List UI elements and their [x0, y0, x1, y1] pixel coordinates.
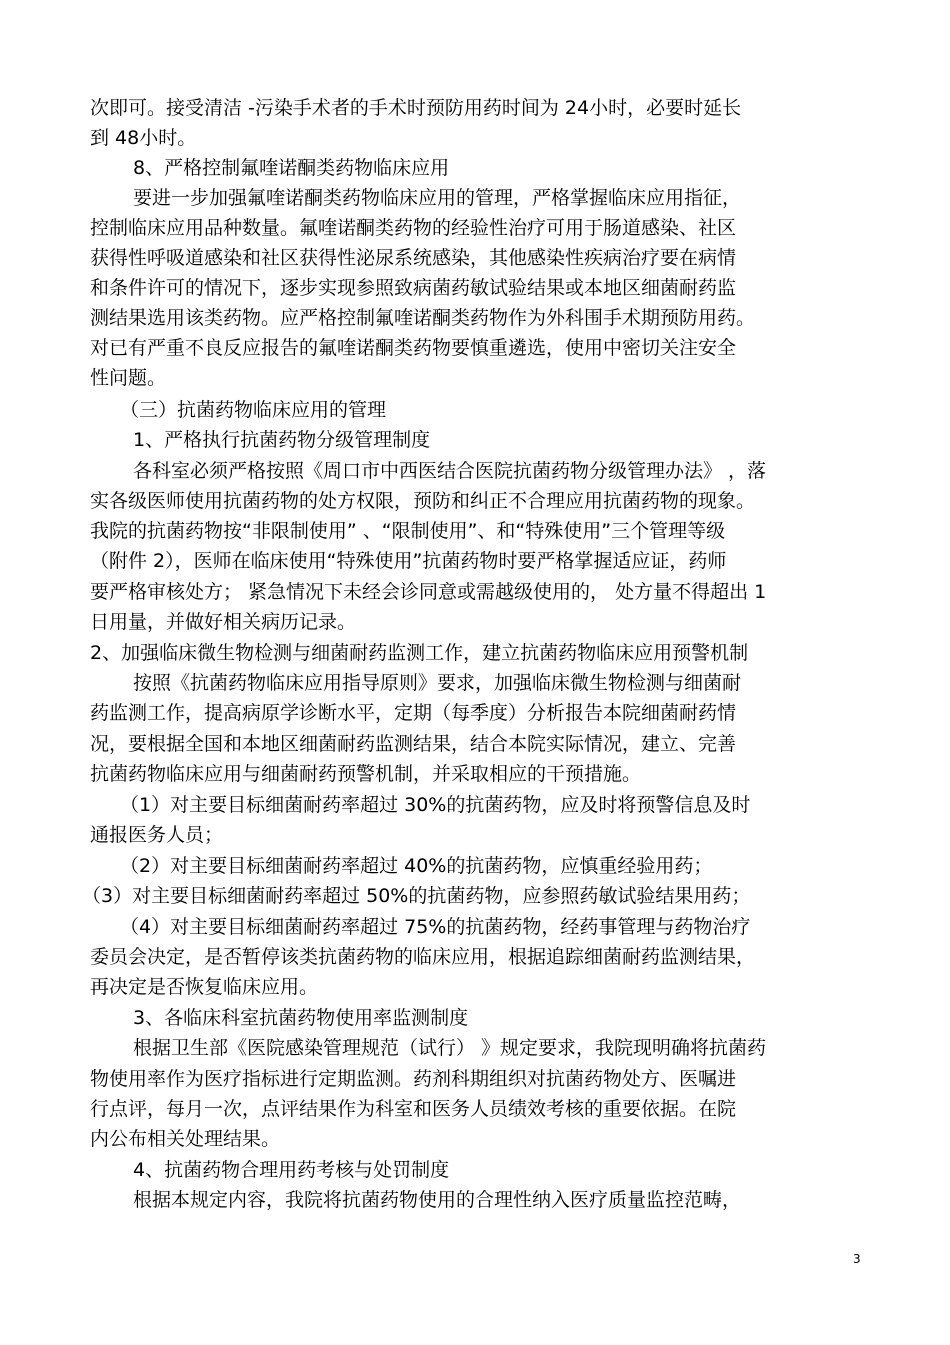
text-line: 要严格审核处方； 紧急情况下未经会诊同意或需越级使用的， 处方量不得超出 1 [90, 581, 767, 603]
section-heading: 3、各临床科室抗菌药物使用率监测制度 [133, 1007, 469, 1029]
text-line: 各科室必须严格按照《周口市中西医结合医院抗菌药物分级管理办法》 ，落 [133, 460, 767, 482]
text-line: 内公布相关处理结果。 [90, 1128, 281, 1150]
text-line: 通报医务人员； [90, 824, 224, 846]
text-line: 日用量，并做好相关病历记录。 [90, 611, 357, 633]
text-line: 次即可。接受清洁 -污染手术者的手术时预防用药时间为 24小时，必要时延长 [90, 97, 742, 119]
text-line: 根据本规定内容，我院将抗菌药物使用的合理性纳入医疗质量监控范畴， [133, 1189, 742, 1211]
text-line: 物使用率作为医疗指标进行定期监测。药剂科期组织对抗菌药物处方、医嘱进 [90, 1068, 737, 1090]
text-line: 抗菌药物临床应用与细菌耐药预警机制，并采取相应的干预措施。 [90, 763, 642, 785]
section-heading: 2、加强临床微生物检测与细菌耐药监测工作，建立抗菌药物临床应用预警机制 [90, 642, 749, 664]
text-line: 测结果选用该类药物。应严格控制氟喹诺酮类药物作为外科围手术期预防用药。 [90, 307, 756, 329]
text-line: 对已有严重不良反应报告的氟喹诺酮类药物要慎重遴选，使用中密切关注安全 [90, 337, 737, 359]
text-line: 到 48小时。 [90, 127, 197, 149]
text-line: 要进一步加强氟喹诺酮类药物临床应用的管理，严格掌握临床应用指征， [133, 187, 742, 209]
list-item: （1）对主要目标细菌耐药率超过 30%的抗菌药物，应及时将预警信息及时 [120, 794, 751, 816]
list-item: （4）对主要目标细菌耐药率超过 75%的抗菌药物，经药事管理与药物治疗 [120, 916, 751, 938]
text-line: 根据卫生部《医院感染管理规范（试行） 》规定要求，我院现明确将抗菌药 [133, 1037, 767, 1059]
text-line: 和条件许可的情况下，逐步实现参照致病菌药敏试验结果或本地区细菌耐药监 [90, 277, 737, 299]
section-heading: 8、严格控制氟喹诺酮类药物临床应用 [133, 157, 450, 179]
page-number: 3 [853, 1252, 861, 1266]
text-line: （附件 2），医师在临床使用“特殊使用”抗菌药物时要严格掌握适应证，药师 [90, 550, 727, 572]
list-item: （2）对主要目标细菌耐药率超过 40%的抗菌药物，应慎重经验用药； [120, 855, 713, 877]
text-line: 实各级医师使用抗菌药物的处方权限，预防和纠正不合理应用抗菌药物的现象。 [90, 490, 756, 512]
text-line: 况，要根据全国和本地区细菌耐药监测结果，结合本院实际情况，建立、完善 [90, 733, 737, 755]
text-line: 性问题。 [90, 367, 167, 389]
text-line: 再决定是否恢复临床应用。 [90, 976, 319, 998]
text-line: 药监测工作，提高病原学诊断水平，定期（每季度）分析报告本院细菌耐药情 [90, 702, 737, 724]
text-line: 行点评，每月一次，点评结果作为科室和医务人员绩效考核的重要依据。在院 [90, 1098, 737, 1120]
section-heading: 1、严格执行抗菌药物分级管理制度 [133, 429, 431, 451]
text-line: 获得性呼吸道感染和社区获得性泌尿系统感染，其他感染性疾病治疗要在病情 [90, 247, 737, 269]
text-line: 委员会决定，是否暂停该类抗菌药物的临床应用，根据追踪细菌耐药监测结果， [90, 946, 756, 968]
text-line: 按照《抗菌药物临床应用指导原则》要求，加强临床微生物检测与细菌耐 [133, 672, 742, 694]
section-heading: （三）抗菌药物临床应用的管理 [120, 399, 387, 421]
text-line: 我院的抗菌药物按“非限制使用” 、“限制使用”、和“特殊使用”三个管理等级 [90, 520, 726, 542]
text-line: 控制临床应用品种数量。氟喹诺酮类药物的经验性治疗可用于肠道感染、社区 [90, 217, 737, 239]
section-heading: 4、抗菌药物合理用药考核与处罚制度 [133, 1159, 450, 1181]
list-item: （3）对主要目标细菌耐药率超过 50%的抗菌药物，应参照药敏试验结果用药； [82, 885, 751, 907]
